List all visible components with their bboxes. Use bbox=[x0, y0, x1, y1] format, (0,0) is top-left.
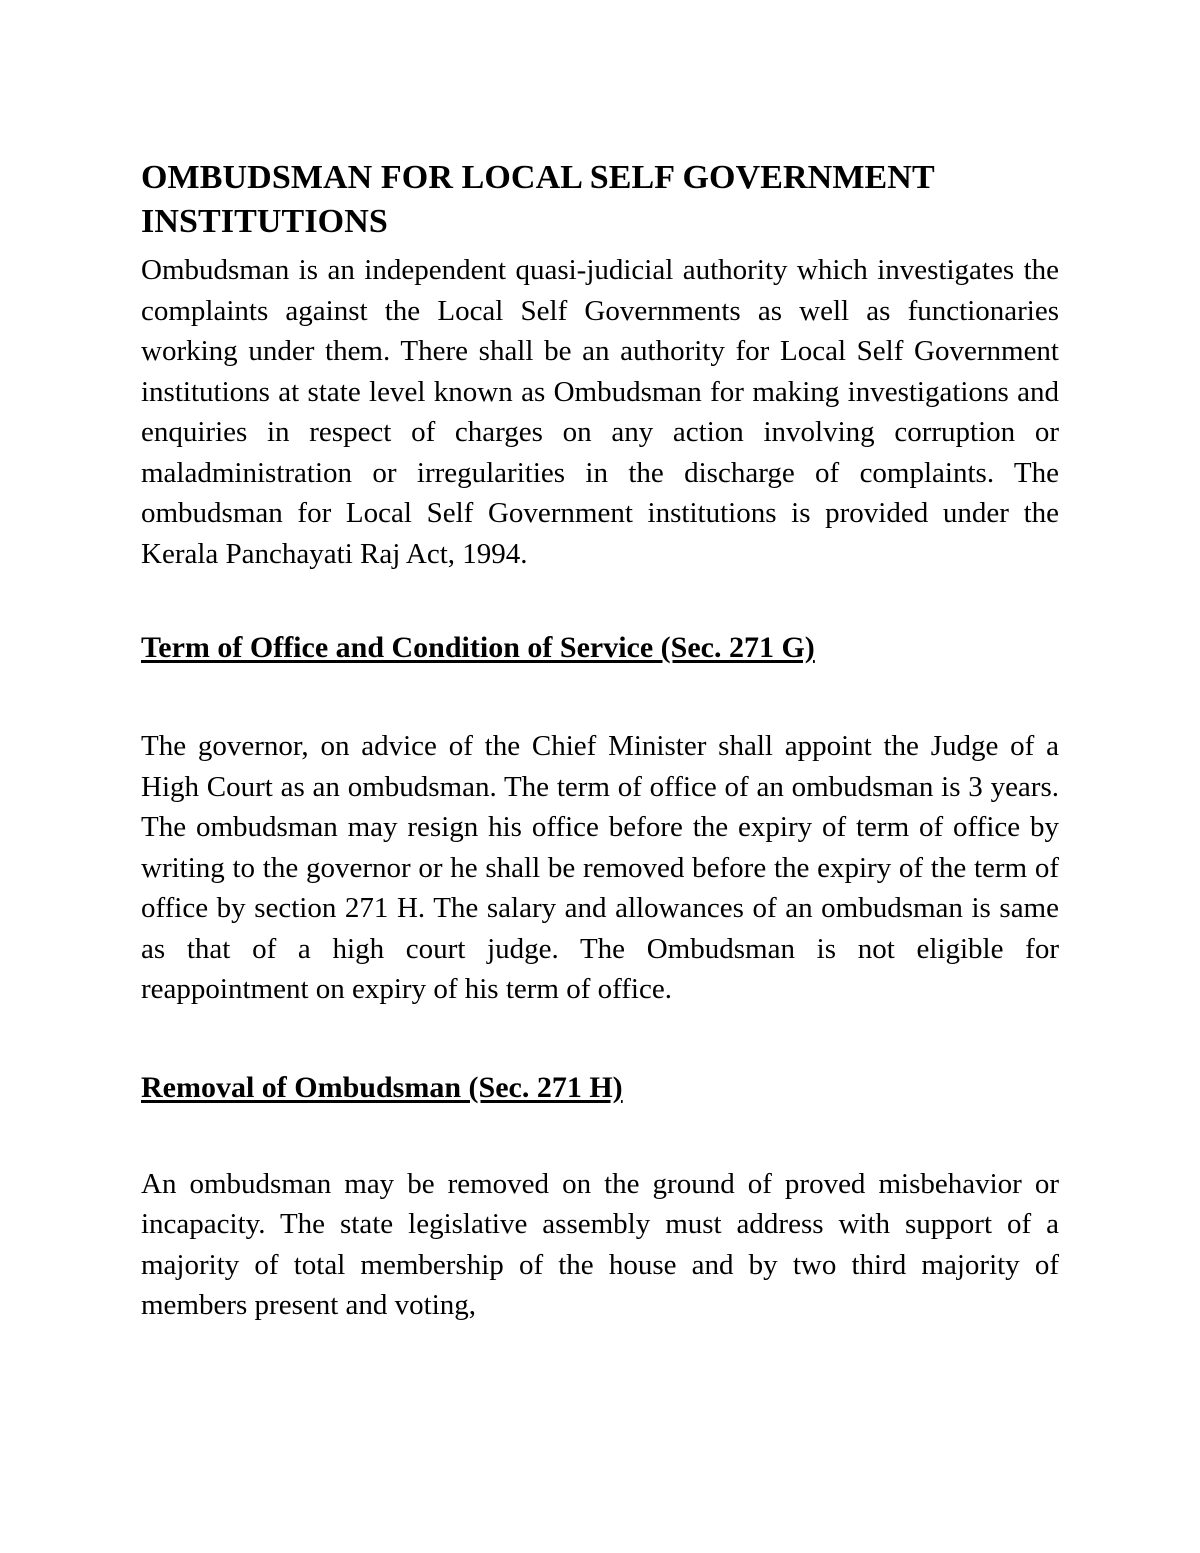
document-title: OMBUDSMAN FOR LOCAL SELF GOVERNMENT INSTITUTIONS bbox=[141, 159, 935, 240]
section-paragraph-removal: An ombudsman may be removed on the ground of proved misbehavior or incapacity. The state legislative assembly must address with support of a majority of total membership of the house and by two third majority of members present and voting, bbox=[141, 1167, 1059, 1321]
intro-paragraph: Ombudsman is an independent quasi-judicial authority which investigates the complaints against the Local Self Governments as well as functionaries working under them. There shall be an authority for Local Self Government institutions at state level known as Ombudsman for making investigations and enquiries in respect of charges on any action involving corruption or maladministration or irregularities in the discharge of complaints. The ombudsman for Local Self Government institutions is provided under the Kerala Panchayati Raj Act, 1994. bbox=[141, 254, 1059, 570]
document-page bbox=[141, 156, 1059, 1326]
section-heading-term-of-office: Term of Office and Condition of Service (Sec. 271 G) bbox=[141, 631, 815, 664]
section-paragraph-term-of-office: The governor, on advice of the Chief Minister shall appoint the Judge of a High Court as an ombudsman. The term of office of an ombudsman is 3 years. The ombudsman may resign his office before the expiry of term of office by writing to the governor or he shall be removed before the expiry of the term of office by section 271 H. The salary and allowances of an ombudsman is same as that of a high court judge. The Ombudsman is not eligible for reappointment on expiry of his term of office. bbox=[141, 730, 1059, 1005]
section-heading-removal: Removal of Ombudsman (Sec. 271 H) bbox=[141, 1070, 623, 1104]
